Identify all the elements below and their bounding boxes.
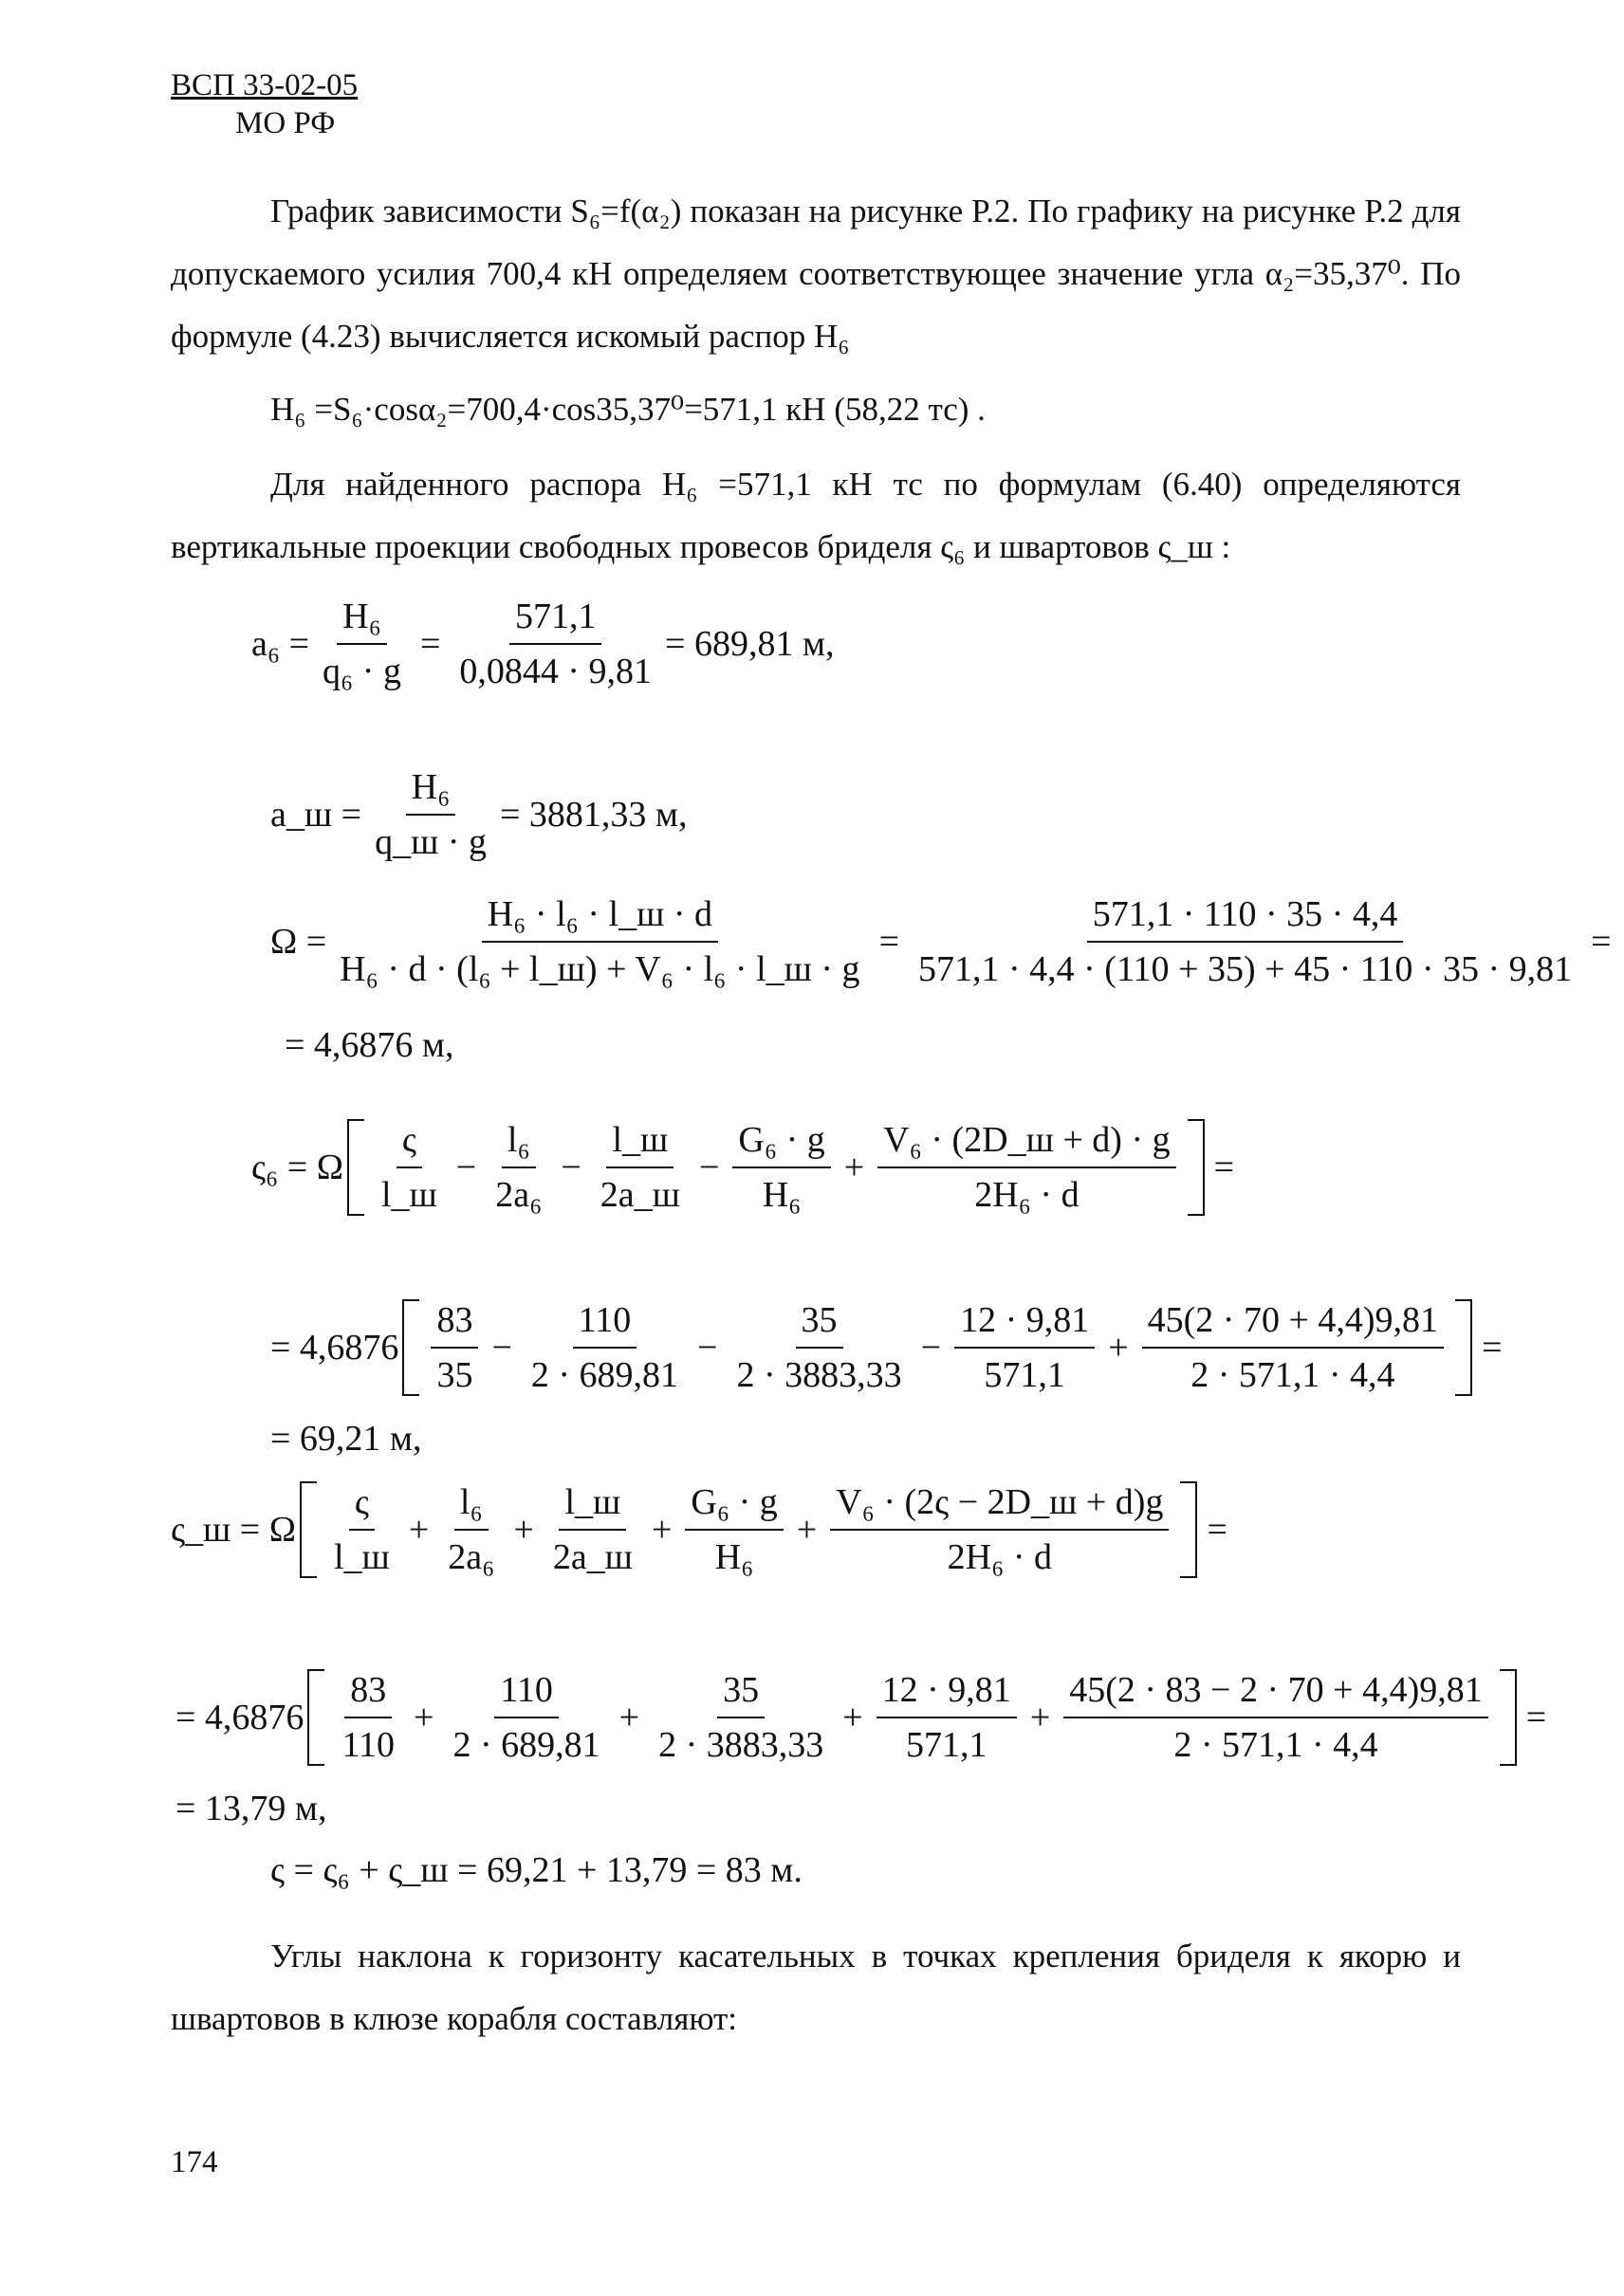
omega-lhs: Ω = [270, 922, 327, 962]
paragraph-2-text: Для найденного распора H₆ =571,1 кН тс по формулам (6.40) определяются вертикальные проекции свободных провесов бриделя ς₆ и швартовов ς_ш : [171, 466, 1461, 565]
equation-ssh-numeric: = 4,6876 83 110 + $\frac{110}{2 \cdot 689,81}$ + $\frac{35}{2 \cdot 3883,33}$ + $\frac{12 \cdot 9,81}{571,1}$ + $\frac{45(2 \cdot 83 - 2 \cdot 70 + 4,4)9,81}{2 \cdot 571,1 \cdot 4,4}$ = [175, 1670, 1547, 1765]
a6-fraction-2: $\frac{571,1}{0,0844 \cdot 9,81}$ [459, 597, 653, 691]
formula-h6: H₆ =S₆·cosα₂=700,4·cos35,37⁰=571,1 кН (58,22 тс) . [270, 391, 986, 428]
paragraph-1-text: График зависимости S₆=f(α₂) показан на рисунке Р.2. По графику на рисунке Р.2 для допускаемого усилия 700,4 кН определяем соответствующее значение угла α₂=35,37⁰. По формуле (4.23) вычисляется искомый распор H₆ [171, 193, 1461, 355]
equation-s6-symbolic: ς₆ = Ω ς l_ш − $\frac{\text{l₆}}{\text{2a₆}}$ − l_ш 2a_ш − $\frac{\text{G₆ · g}}{\text{H₆}}$ + V₆ · (2D_ш + d) · g 2H₆ · d = [251, 1120, 1235, 1215]
s6n-lhs: = 4,6876 [270, 1328, 399, 1368]
left-bracket [347, 1119, 364, 1216]
equation-s6-numeric: = 4,6876 83 35 − $\frac{110}{2 \cdot 689,81}$ − $\frac{35}{2 \cdot 3883,33}$ − $\frac{12 \cdot 9,81}{571,1}$ + $\frac{45(2 \cdot 70 + 4,4)9,81}{2 \cdot 571,1 \cdot 4,4}$ = [270, 1300, 1503, 1395]
equation-omega: Ω = H₆ · l₆ · l_ш · d H₆ · d · (l₆ + l_ш) + V₆ · l₆ · l_ш · g = $\frac{571,1 \cdot 110 \cdot 35 \cdot 4,4}{571,1 \cdot 4,4 \cdot (110 + 35) + 45 \cdot 110 \cdot 35 \cdot 9,81}$ = [270, 894, 1612, 989]
omega-fraction-2: $\frac{571,1 \cdot 110 \cdot 35 \cdot 4,4}{571,1 \cdot 4,4 \cdot (110 + 35) + 45 \cdot 110 \cdot 35 \cdot 9,81}$ [918, 894, 1573, 989]
paragraph-3-text: Углы наклона к горизонту касательных в точках крепления бриделя к якорю и швартовов в клюзе корабля составляют: [171, 1938, 1461, 2037]
s6-result: = 69,21 м, [270, 1419, 422, 1459]
omega-fraction-1: H₆ · l₆ · l_ш · d H₆ · d · (l₆ + l_ш) + V₆ · l₆ · l_ш · g [340, 894, 860, 989]
ssh-lhs: ς_ш = Ω [171, 1510, 296, 1550]
ssh-result: = 13,79 м, [175, 1789, 327, 1828]
paragraph-3 [171, 1925, 1461, 2050]
sshn-lhs: = 4,6876 [175, 1698, 304, 1737]
omega-result: = 4,6876 м, [285, 1025, 454, 1065]
equation-a6: a₆ = $\frac{\text{H₆}}{\text{q₆ · g}}$ = $\frac{571,1}{0,0844 \cdot 9,81}$ = 689,81 м, [251, 597, 835, 691]
ash-result: = 3881,33 м, [499, 795, 688, 835]
equation-ssh-symbolic: ς_ш = Ω ς l_ш + $\frac{\text{l₆}}{\text{2a₆}}$ + l_ш 2a_ш + $\frac{\text{G₆ · g}}{\text{H₆}}$ + V₆ · (2ς − 2D_ш + d)g 2H₆ · d = [171, 1482, 1227, 1577]
page-number: 174 [171, 2145, 218, 2179]
ash-fraction: H₆ q_ш · g [375, 767, 487, 862]
ash-lhs: a_ш = [270, 795, 362, 835]
equation-sum: ς = ς₆ + ς_ш = 69,21 + 13,79 = 83 м. [270, 1850, 803, 1890]
standard-code: ВСП 33-02-05 [171, 68, 359, 102]
a6-lhs: a₆ = [251, 624, 310, 664]
equation-ash [270, 766, 687, 863]
s6-lhs: ς₆ = Ω [251, 1148, 343, 1187]
a6-result: = 689,81 м, [665, 624, 835, 664]
paragraph-1 [171, 180, 1461, 368]
a6-fraction-1: $\frac{\text{H₆}}{\text{q₆ · g}}$ [323, 597, 401, 691]
organization-label: МО РФ [235, 106, 336, 140]
right-bracket [1188, 1119, 1205, 1216]
paragraph-2 [171, 453, 1461, 579]
